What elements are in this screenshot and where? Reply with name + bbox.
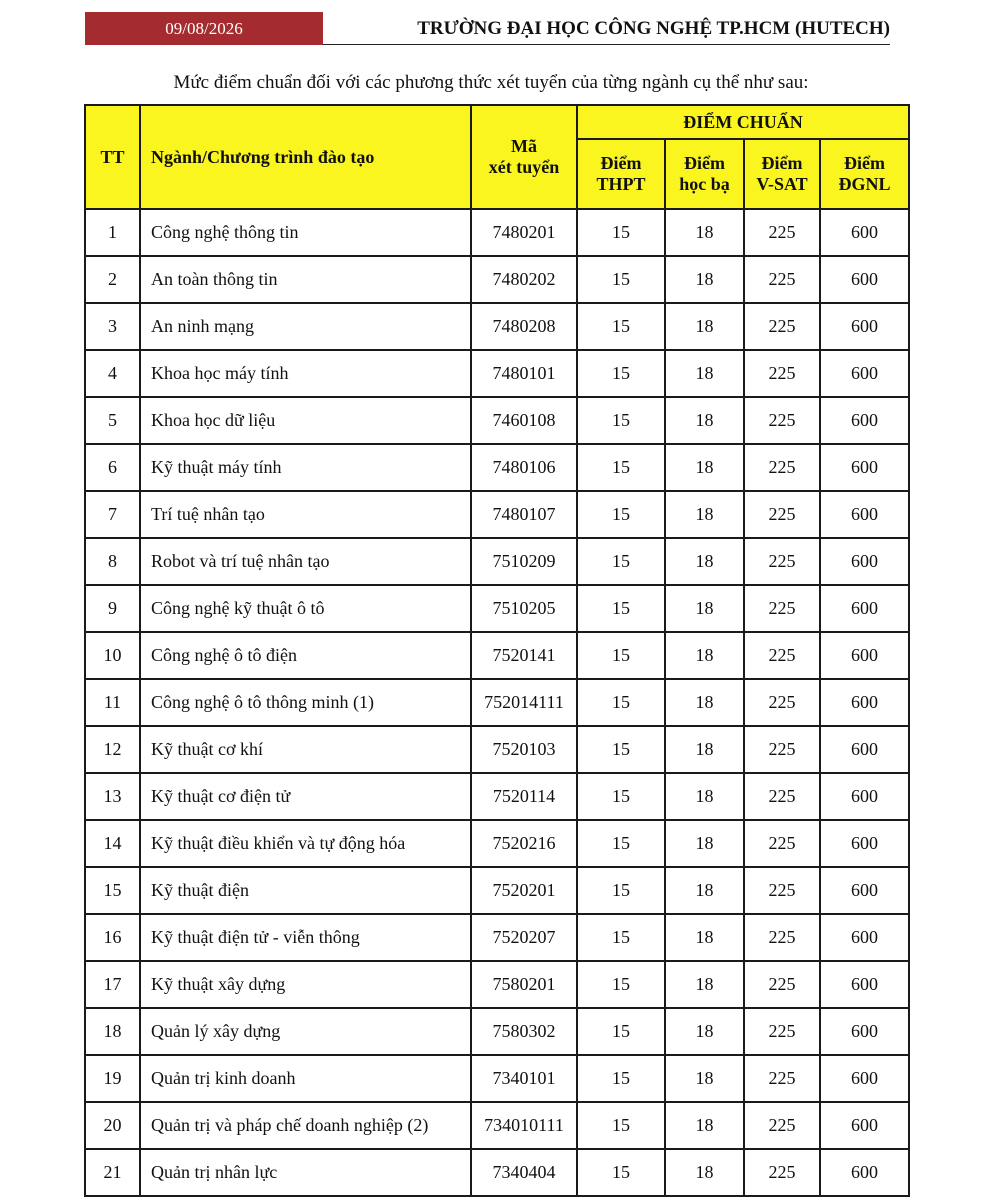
row-tt: 3 <box>85 303 140 350</box>
row-vsat: 225 <box>744 867 820 914</box>
row-hocba: 18 <box>665 538 744 585</box>
row-program: Kỹ thuật xây dựng <box>140 961 471 1008</box>
row-hocba: 18 <box>665 209 744 256</box>
row-thpt: 15 <box>577 303 665 350</box>
row-vsat: 225 <box>744 303 820 350</box>
row-code: 7480107 <box>471 491 577 538</box>
row-tt: 1 <box>85 209 140 256</box>
school-name: TRƯỜNG ĐẠI HỌC CÔNG NGHỆ TP.HCM (HUTECH) <box>417 17 890 39</box>
row-program: Kỹ thuật cơ điện tử <box>140 773 471 820</box>
table-row <box>85 397 909 444</box>
header-hocba-line1: Điểm <box>684 153 725 173</box>
row-program: Robot và trí tuệ nhân tạo <box>140 538 471 585</box>
row-program: Kỹ thuật máy tính <box>140 444 471 491</box>
row-hocba: 18 <box>665 350 744 397</box>
row-dgnl: 600 <box>820 585 909 632</box>
table-row <box>85 1008 909 1055</box>
header-vsat-line2: V-SAT <box>756 174 808 194</box>
document-date: 09/08/2026 <box>85 12 323 45</box>
row-program: Công nghệ ô tô thông minh (1) <box>140 679 471 726</box>
row-thpt: 15 <box>577 820 665 867</box>
header-vsat-line1: Điểm <box>761 153 803 173</box>
table-row <box>85 820 909 867</box>
row-program: Khoa học máy tính <box>140 350 471 397</box>
row-tt: 19 <box>85 1055 140 1102</box>
row-tt: 20 <box>85 1102 140 1149</box>
row-dgnl: 600 <box>820 538 909 585</box>
row-dgnl: 600 <box>820 632 909 679</box>
row-thpt: 15 <box>577 1149 665 1196</box>
row-vsat: 225 <box>744 1008 820 1055</box>
row-code: 7480202 <box>471 256 577 303</box>
row-tt: 12 <box>85 726 140 773</box>
row-hocba: 18 <box>665 585 744 632</box>
row-vsat: 225 <box>744 632 820 679</box>
table-row <box>85 1055 909 1102</box>
row-tt: 18 <box>85 1008 140 1055</box>
row-thpt: 15 <box>577 1102 665 1149</box>
row-tt: 5 <box>85 397 140 444</box>
header-tt: TT <box>85 105 140 209</box>
row-hocba: 18 <box>665 1055 744 1102</box>
row-code: 7480201 <box>471 209 577 256</box>
header-thpt-line1: Điểm <box>600 153 642 173</box>
row-program: Công nghệ kỹ thuật ô tô <box>140 585 471 632</box>
table-row <box>85 773 909 820</box>
header-hocba <box>665 139 744 209</box>
row-thpt: 15 <box>577 491 665 538</box>
row-hocba: 18 <box>665 1102 744 1149</box>
row-program: Trí tuệ nhân tạo <box>140 491 471 538</box>
row-hocba: 18 <box>665 773 744 820</box>
row-thpt: 15 <box>577 538 665 585</box>
row-dgnl: 600 <box>820 350 909 397</box>
row-code: 7520114 <box>471 773 577 820</box>
row-dgnl: 600 <box>820 726 909 773</box>
header-code-line2: xét tuyển <box>488 157 560 177</box>
table-row <box>85 350 909 397</box>
table-row <box>85 1102 909 1149</box>
row-tt: 8 <box>85 538 140 585</box>
table-row <box>85 585 909 632</box>
row-thpt: 15 <box>577 585 665 632</box>
row-hocba: 18 <box>665 820 744 867</box>
row-hocba: 18 <box>665 867 744 914</box>
row-thpt: 15 <box>577 961 665 1008</box>
row-tt: 14 <box>85 820 140 867</box>
header-dgnl <box>820 139 909 209</box>
row-tt: 21 <box>85 1149 140 1196</box>
row-dgnl: 600 <box>820 491 909 538</box>
header-divider <box>323 44 890 45</box>
row-code: 7460108 <box>471 397 577 444</box>
row-hocba: 18 <box>665 491 744 538</box>
row-dgnl: 600 <box>820 256 909 303</box>
row-program: Kỹ thuật điện <box>140 867 471 914</box>
header-vsat <box>744 139 820 209</box>
table-row <box>85 303 909 350</box>
row-code: 7510209 <box>471 538 577 585</box>
row-code: 7480101 <box>471 350 577 397</box>
row-thpt: 15 <box>577 1055 665 1102</box>
row-code: 7340404 <box>471 1149 577 1196</box>
table-row <box>85 1149 909 1196</box>
row-vsat: 225 <box>744 256 820 303</box>
row-vsat: 225 <box>744 1055 820 1102</box>
row-tt: 7 <box>85 491 140 538</box>
row-code: 7480106 <box>471 444 577 491</box>
row-code: 7520216 <box>471 820 577 867</box>
row-program: An toàn thông tin <box>140 256 471 303</box>
row-code: 7520141 <box>471 632 577 679</box>
row-dgnl: 600 <box>820 209 909 256</box>
intro-text: Mức điểm chuẩn đối với các phương thức xét tuyển của từng ngành cụ thể như sau: <box>173 72 809 93</box>
row-tt: 2 <box>85 256 140 303</box>
row-program: Kỹ thuật điều khiển và tự động hóa <box>140 820 471 867</box>
header-program: Ngành/Chương trình đào tạo <box>140 105 471 209</box>
row-tt: 16 <box>85 914 140 961</box>
admission-scores-table <box>84 104 910 1197</box>
header-dgnl-line2: ĐGNL <box>838 174 891 194</box>
row-thpt: 15 <box>577 773 665 820</box>
table-row <box>85 914 909 961</box>
row-dgnl: 600 <box>820 773 909 820</box>
table-row <box>85 726 909 773</box>
table-row <box>85 256 909 303</box>
row-code: 7480208 <box>471 303 577 350</box>
row-vsat: 225 <box>744 820 820 867</box>
row-tt: 4 <box>85 350 140 397</box>
row-tt: 15 <box>85 867 140 914</box>
row-hocba: 18 <box>665 679 744 726</box>
row-dgnl: 600 <box>820 1008 909 1055</box>
row-dgnl: 600 <box>820 867 909 914</box>
row-thpt: 15 <box>577 256 665 303</box>
header-hocba-line2: học bạ <box>679 174 730 194</box>
row-program: Quản trị kinh doanh <box>140 1055 471 1102</box>
row-thpt: 15 <box>577 632 665 679</box>
row-vsat: 225 <box>744 726 820 773</box>
row-program: Quản trị và pháp chế doanh nghiệp (2) <box>140 1102 471 1149</box>
row-program: Kỹ thuật cơ khí <box>140 726 471 773</box>
row-code: 7340101 <box>471 1055 577 1102</box>
row-vsat: 225 <box>744 397 820 444</box>
header-code <box>471 105 577 209</box>
row-thpt: 15 <box>577 679 665 726</box>
header-thpt <box>577 139 665 209</box>
row-code: 7580201 <box>471 961 577 1008</box>
row-vsat: 225 <box>744 209 820 256</box>
table-row <box>85 961 909 1008</box>
row-tt: 11 <box>85 679 140 726</box>
row-hocba: 18 <box>665 397 744 444</box>
table-row <box>85 632 909 679</box>
row-vsat: 225 <box>744 350 820 397</box>
row-program: An ninh mạng <box>140 303 471 350</box>
row-tt: 6 <box>85 444 140 491</box>
row-vsat: 225 <box>744 444 820 491</box>
row-vsat: 225 <box>744 538 820 585</box>
row-vsat: 225 <box>744 679 820 726</box>
header-code-line1: Mã <box>511 136 537 156</box>
row-dgnl: 600 <box>820 961 909 1008</box>
row-hocba: 18 <box>665 303 744 350</box>
row-vsat: 225 <box>744 914 820 961</box>
row-program: Quản lý xây dựng <box>140 1008 471 1055</box>
row-tt: 17 <box>85 961 140 1008</box>
row-thpt: 15 <box>577 867 665 914</box>
row-dgnl: 600 <box>820 444 909 491</box>
row-thpt: 15 <box>577 726 665 773</box>
row-vsat: 225 <box>744 1102 820 1149</box>
row-dgnl: 600 <box>820 1055 909 1102</box>
row-hocba: 18 <box>665 444 744 491</box>
table-header-row <box>85 105 909 139</box>
row-vsat: 225 <box>744 491 820 538</box>
table-row <box>85 209 909 256</box>
row-tt: 13 <box>85 773 140 820</box>
row-thpt: 15 <box>577 1008 665 1055</box>
row-dgnl: 600 <box>820 820 909 867</box>
row-thpt: 15 <box>577 444 665 491</box>
table-row <box>85 491 909 538</box>
row-code: 7510205 <box>471 585 577 632</box>
header-thpt-line2: THPT <box>596 174 646 194</box>
row-dgnl: 600 <box>820 1102 909 1149</box>
row-dgnl: 600 <box>820 679 909 726</box>
row-thpt: 15 <box>577 397 665 444</box>
row-program: Khoa học dữ liệu <box>140 397 471 444</box>
table-row <box>85 679 909 726</box>
row-code: 7580302 <box>471 1008 577 1055</box>
row-hocba: 18 <box>665 726 744 773</box>
row-dgnl: 600 <box>820 397 909 444</box>
row-vsat: 225 <box>744 1149 820 1196</box>
row-hocba: 18 <box>665 1008 744 1055</box>
row-dgnl: 600 <box>820 914 909 961</box>
table-row <box>85 867 909 914</box>
row-program: Quản trị nhân lực <box>140 1149 471 1196</box>
row-dgnl: 600 <box>820 1149 909 1196</box>
row-program: Công nghệ thông tin <box>140 209 471 256</box>
table-row <box>85 444 909 491</box>
row-hocba: 18 <box>665 1149 744 1196</box>
row-hocba: 18 <box>665 961 744 1008</box>
row-thpt: 15 <box>577 209 665 256</box>
row-vsat: 225 <box>744 961 820 1008</box>
row-code: 7520103 <box>471 726 577 773</box>
row-tt: 9 <box>85 585 140 632</box>
row-vsat: 225 <box>744 585 820 632</box>
table-row <box>85 538 909 585</box>
row-code: 7520201 <box>471 867 577 914</box>
row-vsat: 225 <box>744 773 820 820</box>
row-thpt: 15 <box>577 914 665 961</box>
header-dgnl-line1: Điểm <box>844 153 885 173</box>
row-hocba: 18 <box>665 914 744 961</box>
row-code: 7520207 <box>471 914 577 961</box>
row-thpt: 15 <box>577 350 665 397</box>
row-tt: 10 <box>85 632 140 679</box>
row-hocba: 18 <box>665 632 744 679</box>
row-code: 752014111 <box>471 679 577 726</box>
row-hocba: 18 <box>665 256 744 303</box>
row-program: Công nghệ ô tô điện <box>140 632 471 679</box>
row-dgnl: 600 <box>820 303 909 350</box>
header-score-group: ĐIỂM CHUẨN <box>577 105 909 139</box>
row-code: 734010111 <box>471 1102 577 1149</box>
row-program: Kỹ thuật điện tử - viễn thông <box>140 914 471 961</box>
